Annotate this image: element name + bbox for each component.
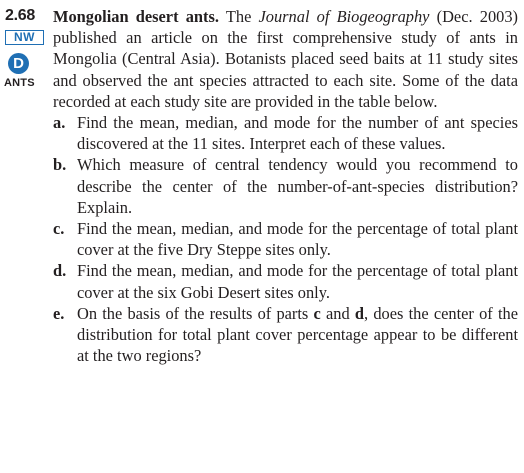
- part-text: [77, 303, 518, 367]
- part-text: Find the mean, median, and mode for the number of ant species discovered at the 11 sites. Interpret each of these values.: [77, 113, 518, 154]
- exercise-title: Mongolian desert ants.: [53, 7, 219, 26]
- part-text: Which measure of central tendency would you recommend to describe the center of the number-of-ant-species distribution? Explain.: [77, 155, 518, 217]
- part-ref-c: c: [313, 303, 321, 323]
- part-e-tail: , does the center of the distribution for total plant cover percentage appear to be different at the two regions?: [77, 303, 518, 366]
- part-e: [53, 303, 518, 367]
- part-e-lead: On the basis of the results of parts: [77, 303, 314, 323]
- part-label: d.: [53, 261, 67, 281]
- part-text: Find the mean, median, and mode for the percentage of total plant cover at the five Dry Steppe sites only.: [77, 219, 518, 260]
- intro-lead: The: [225, 7, 259, 26]
- intro-text: (Dec. 2003) published an article on the first comprehensive study of ants in Mongolia (Central Asia). Botanists placed seed baits at 11 study sites and observed the ant species attracted to each site. Some of the data recorded at each study site are provided in the table below.: [53, 7, 518, 111]
- part-ref-d: d: [354, 303, 365, 323]
- part-c: [53, 218, 518, 260]
- part-label: e.: [53, 303, 65, 323]
- exercise-body: [53, 6, 518, 366]
- part-label: c.: [53, 219, 65, 239]
- journal-name: Journal of Biogeography: [258, 7, 430, 26]
- part-b: [53, 154, 518, 218]
- nw-badge-icon: NW: [5, 30, 44, 45]
- exercise-intro: [53, 6, 518, 112]
- part-a: [53, 112, 518, 154]
- data-set-icon: D: [8, 53, 29, 74]
- part-d: [53, 260, 518, 302]
- part-label: b.: [53, 155, 67, 175]
- part-text: Find the mean, median, and mode for the percentage of total plant cover at the six Gobi Desert sites only.: [77, 261, 518, 302]
- data-file-name: ANTS: [4, 77, 35, 89]
- part-label: a.: [53, 113, 66, 133]
- exercise-parts: [53, 112, 518, 366]
- part-e-and: and: [320, 303, 355, 323]
- exercise-number: 2.68: [5, 7, 35, 24]
